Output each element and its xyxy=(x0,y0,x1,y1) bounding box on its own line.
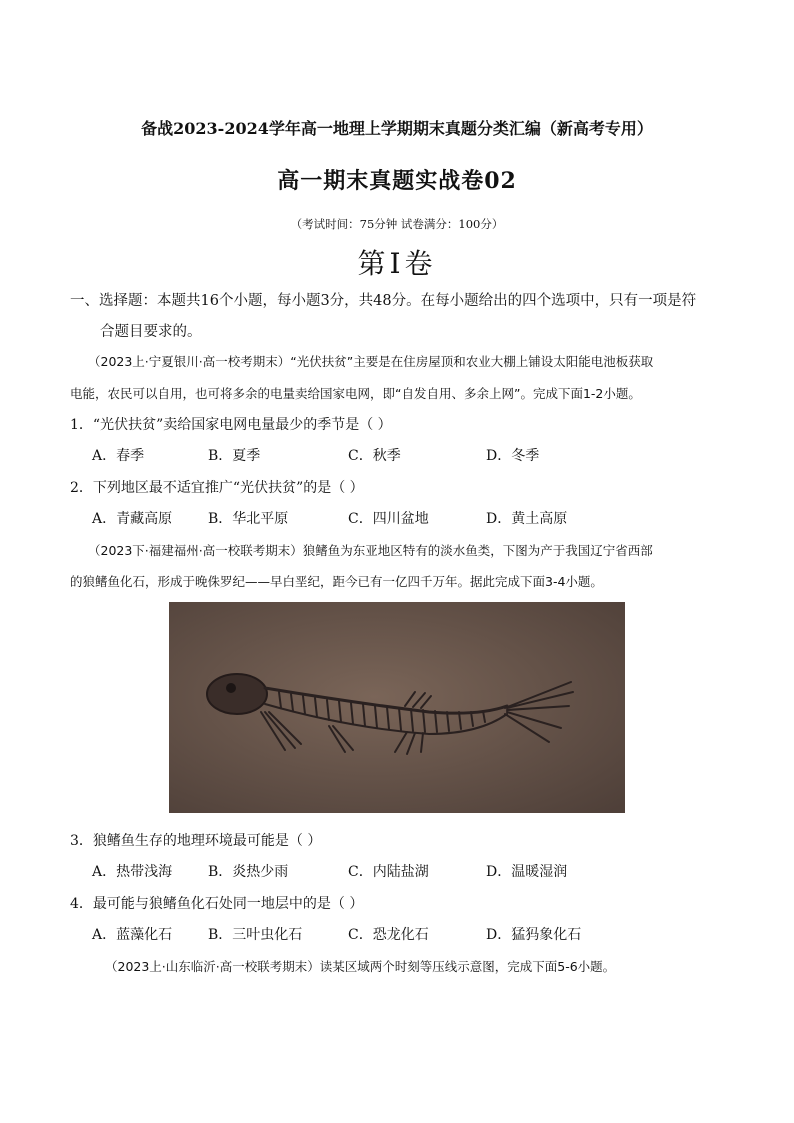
exam-meta: （考试时间：75分钟 试卷满分：100分） xyxy=(290,217,504,231)
question-4-option-c[interactable]: C．恐龙化石 xyxy=(348,927,429,943)
question-3-option-b[interactable]: B．炎热少雨 xyxy=(208,864,289,880)
passage3-line1: （2023上·山东临沂·高一校联考期末）读某区域两个时刻等压线示意图，完成下面5-6小题。 xyxy=(105,959,616,974)
passage2-line1: （2023下·福建福州·高一校联考期末）狼鳍鱼为东亚地区特有的淡水鱼类，下图为产于我国辽宁省西部 xyxy=(88,543,653,558)
passage2-line2: 的狼鳍鱼化石，形成于晚侏罗纪——早白垩纪，距今已有一亿四千万年。据此完成下面3-4小题。 xyxy=(70,574,603,589)
fish-skull xyxy=(207,674,267,714)
question-3-stem: 3．狼鳍鱼生存的地理环境最可能是（ ） xyxy=(70,833,322,849)
question-2-option-a[interactable]: A．青藏高原 xyxy=(92,511,173,527)
question-3-option-c[interactable]: C．内陆盐湖 xyxy=(348,864,429,880)
question-4-option-a[interactable]: A．蓝藻化石 xyxy=(92,927,173,943)
question-2-option-d[interactable]: D．黄土高原 xyxy=(486,511,568,527)
question-4-option-d[interactable]: D．猛犸象化石 xyxy=(486,927,582,943)
fish-eye xyxy=(226,683,236,693)
question-4-option-b[interactable]: B．三叶虫化石 xyxy=(208,927,303,943)
fish-fossil-image xyxy=(169,602,625,813)
question-1-option-d[interactable]: D．冬季 xyxy=(486,448,540,464)
section-instructions-line1: 一、选择题：本题共16个小题，每小题3分，共48分。在每小题给出的四个选项中，只有一项是符 xyxy=(70,293,697,309)
question-4-stem: 4．最可能与狼鳍鱼化石处同一地层中的是（ ） xyxy=(70,896,364,912)
passage1-line1: （2023上·宁夏银川·高一校考期末）“光伏扶贫”主要是在住房屋顶和农业大棚上铺设太阳能电池板获取 xyxy=(88,354,654,369)
question-1-option-c[interactable]: C．秋季 xyxy=(348,448,401,464)
question-1-stem: 1．“光伏扶贫”卖给国家电网电量最少的季节是（ ） xyxy=(70,417,392,433)
passage1-line2: 电能，农民可以自用，也可将多余的电量卖给国家电网，即“自发自用、多余上网”。完成下面1-2小题。 xyxy=(70,386,641,401)
question-1-option-a[interactable]: A．春季 xyxy=(92,448,145,464)
question-1-option-b[interactable]: B．夏季 xyxy=(208,448,261,464)
question-2-option-b[interactable]: B．华北平原 xyxy=(208,511,289,527)
question-2-stem: 2．下列地区最不适宜推广“光伏扶贫”的是（ ） xyxy=(70,480,364,496)
question-3-option-d[interactable]: D．温暖湿润 xyxy=(486,864,568,880)
question-3-option-a[interactable]: A．热带浅海 xyxy=(92,864,173,880)
section-instructions-line2: 合题目要求的。 xyxy=(100,324,202,340)
series-title: 备战2023-2024学年高一地理上学期期末真题分类汇编（新高考专用） xyxy=(141,119,653,138)
volume-heading: 第Ⅰ卷 xyxy=(357,247,437,280)
exam-title: 高一期末真题实战卷02 xyxy=(277,168,517,194)
question-2-option-c[interactable]: C．四川盆地 xyxy=(348,511,429,527)
